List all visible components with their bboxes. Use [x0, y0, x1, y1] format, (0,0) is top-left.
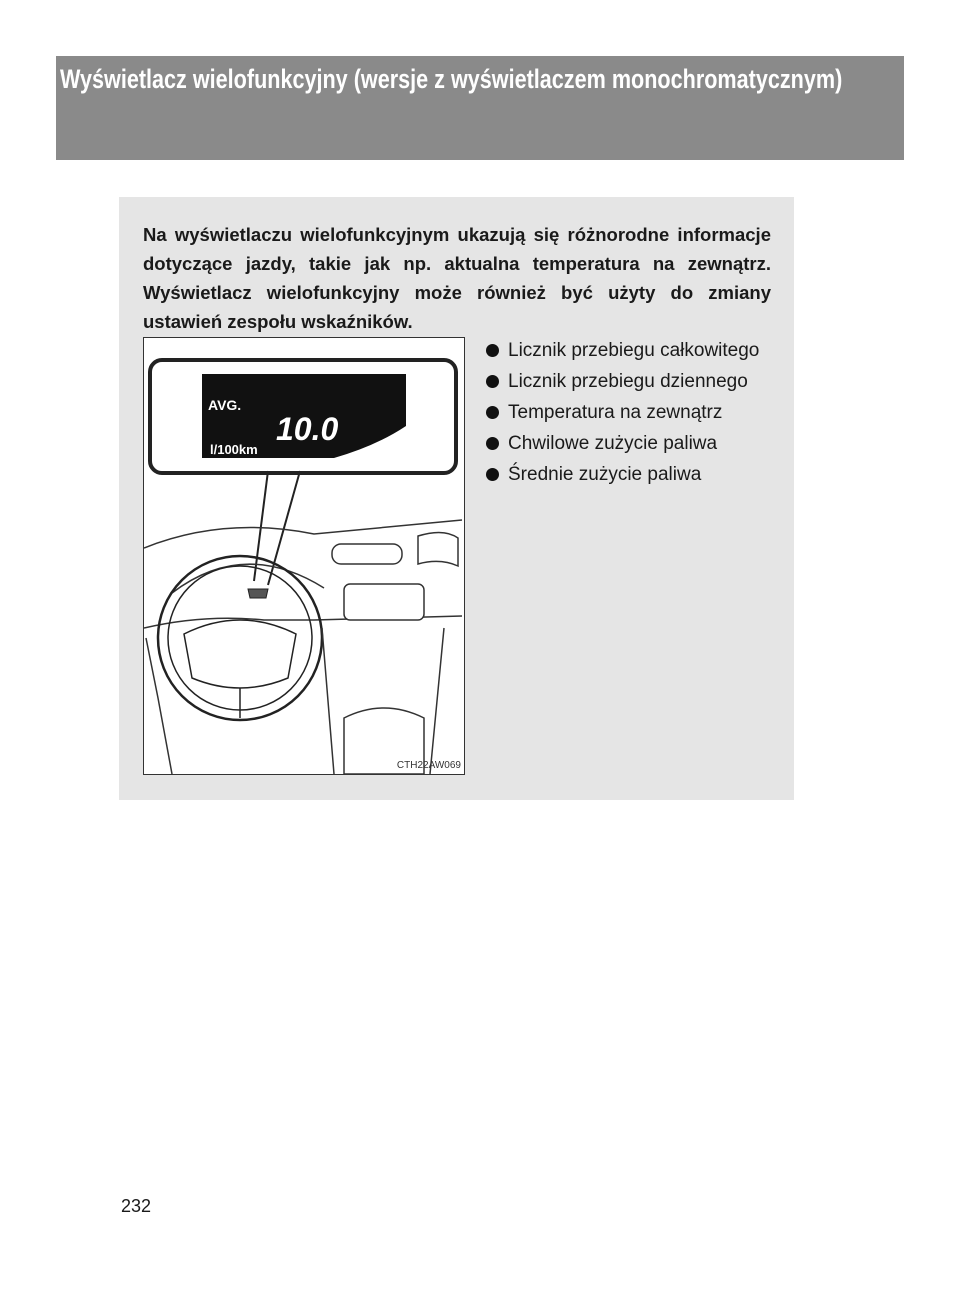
bullet-icon	[486, 375, 499, 388]
list-item	[486, 397, 786, 428]
display-value: 10.0	[276, 411, 339, 447]
page-number: 232	[121, 1196, 152, 1216]
figure-code: CTH22AW069	[396, 760, 461, 771]
page-title: Wyświetlacz wielofunkcyjny (wersje z wyświetlaczem monochromatycznym)	[60, 64, 843, 94]
intro-paragraph: Na wyświetlaczu wielofunkcyjnym ukazują się różnorodne informacje dotyczące jazdy, takie jak np. aktualna temperatura na zewnątrz. Wyświetlacz wielofunkcyjny może również być użyty do zmiany ustawień zespołu wskaźników.	[143, 224, 771, 332]
list-item-label: Licznik przebiegu dziennego	[508, 371, 748, 392]
bullet-icon	[486, 344, 499, 357]
section-label: 2-2. Zespół wskaźników	[60, 37, 259, 56]
list-item-label: Średnie zużycie paliwa	[508, 464, 702, 485]
bullet-icon	[486, 406, 499, 419]
bullet-icon	[486, 468, 499, 481]
list-item-label: Chwilowe zużycie paliwa	[508, 433, 718, 454]
display-items-list	[486, 335, 786, 490]
list-item	[486, 428, 786, 459]
dashboard-illustration	[143, 337, 465, 775]
bullet-icon	[486, 437, 499, 450]
list-item-label: Licznik przebiegu całkowitego	[508, 340, 760, 361]
list-item	[486, 335, 786, 366]
display-mode-label: AVG.	[208, 397, 242, 413]
display-unit: l/100km	[210, 442, 258, 457]
list-item	[486, 459, 786, 490]
display-text-layer	[144, 338, 464, 774]
list-item	[486, 366, 786, 397]
list-item-label: Temperatura na zewnątrz	[508, 402, 723, 423]
